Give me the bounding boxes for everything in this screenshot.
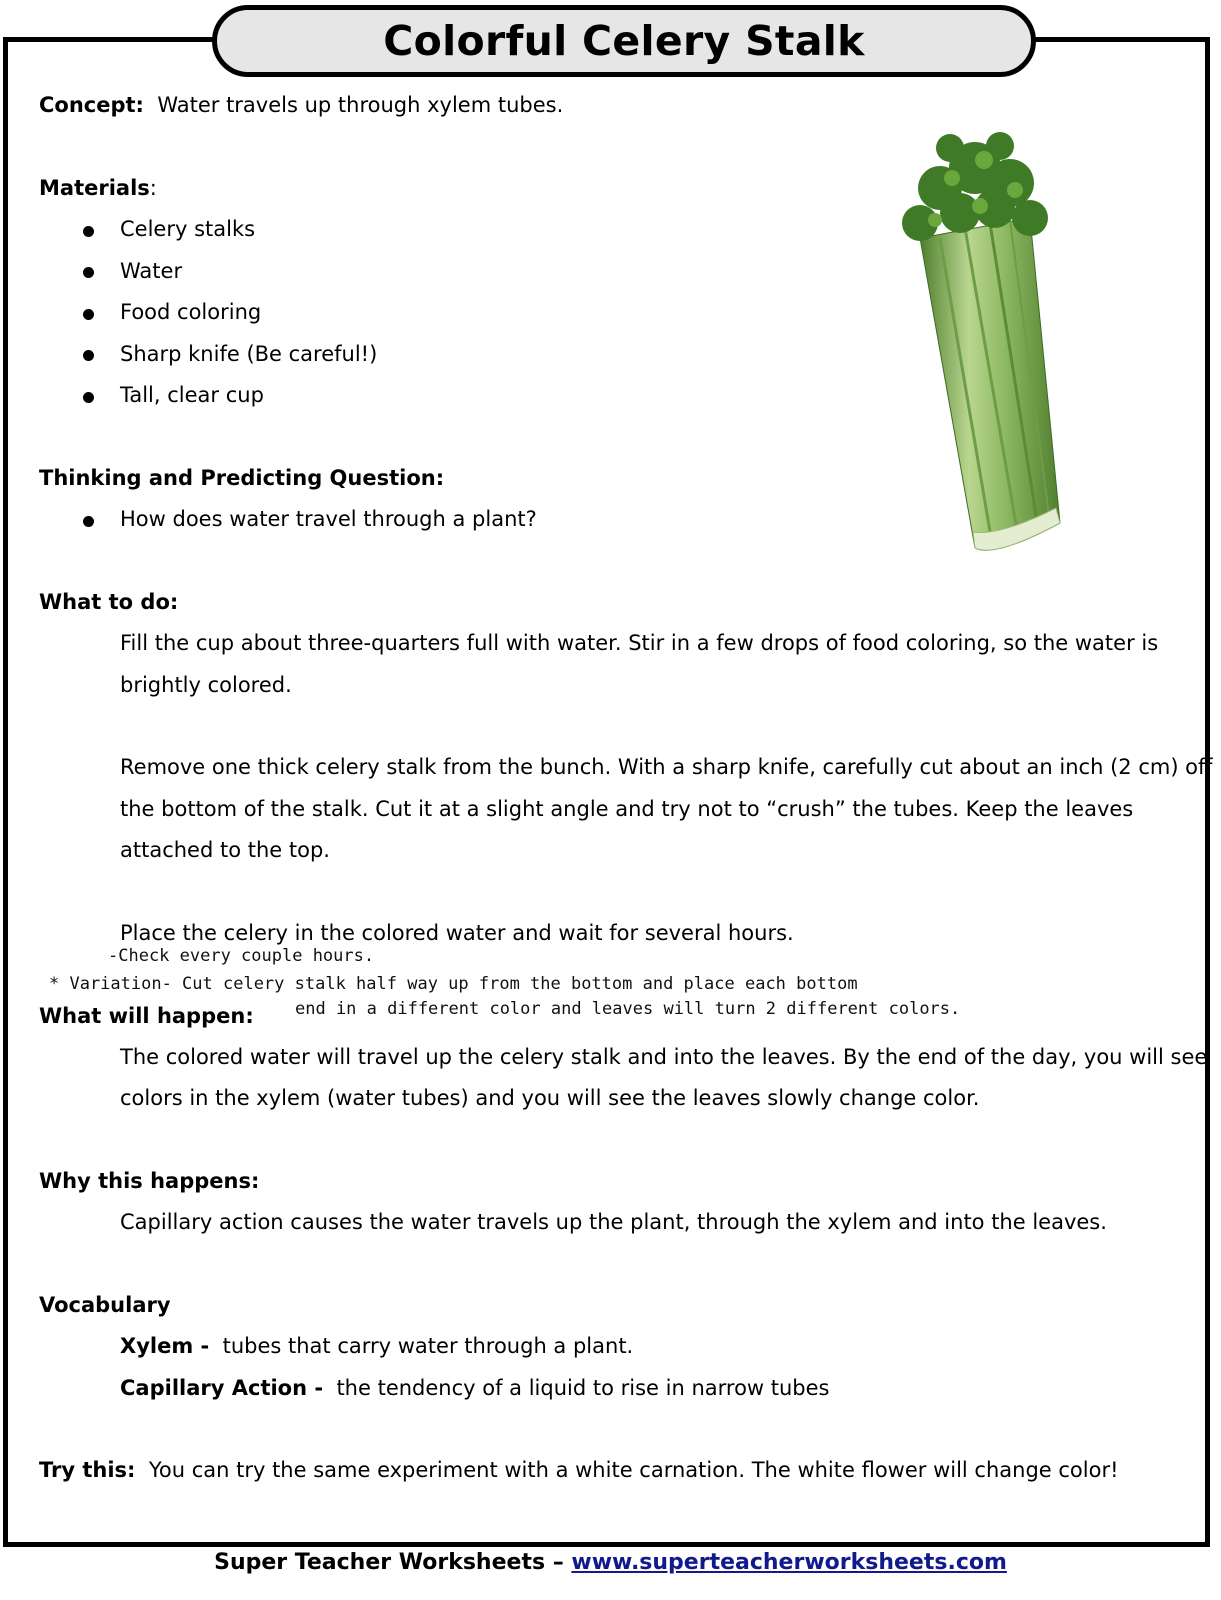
instruction-line: attached to the top. [120, 838, 330, 862]
instruction-line: Fill the cup about three-quarters full with water. Stir in a few drops of food coloring, so the water is [120, 631, 1159, 655]
try-this-label: Try this: [39, 1458, 136, 1482]
vocab-term: Xylem - [120, 1334, 210, 1358]
vocab-definition: the tendency of a liquid to rise in narrow tubes [336, 1376, 830, 1400]
footer-brand: Super Teacher Worksheets – [214, 1550, 572, 1575]
footer [0, 1550, 1221, 1575]
concept-label: Concept: [39, 93, 144, 117]
instruction-line: Remove one thick celery stalk from the bunch. With a sharp knife, carefully cut about an inch (2 cm) off [120, 755, 1213, 779]
bullet-icon [83, 516, 94, 527]
vocabulary-heading: Vocabulary [39, 1293, 171, 1317]
materials-label: Materials [39, 176, 150, 200]
vocab-definition: tubes that carry water through a plant. [222, 1334, 634, 1358]
what-to-do-heading: What to do: [39, 590, 179, 614]
concept-line [39, 91, 563, 119]
footer-link[interactable]: www.superteacherworksheets.com [571, 1550, 1007, 1575]
why-line: Capillary action causes the water travels up the plant, through the xylem and into the leaves. [120, 1210, 1107, 1234]
thinking-heading: Thinking and Predicting Question: [39, 466, 445, 490]
vocab-term: Capillary Action - [120, 1376, 324, 1400]
materials-colon: : [149, 176, 157, 200]
what-will-happen-heading: What will happen: [39, 1004, 254, 1028]
bullet-icon [83, 226, 94, 237]
title-banner [212, 5, 1036, 77]
instruction-line: brightly colored. [120, 673, 292, 697]
material-item: Water [120, 259, 183, 283]
vocab-item [120, 1332, 633, 1360]
material-item: Celery stalks [120, 217, 256, 241]
why-heading: Why this happens: [39, 1169, 260, 1193]
try-this-line [39, 1456, 1119, 1484]
materials-heading [39, 174, 157, 202]
concept-text: Water travels up through xylem tubes. [157, 93, 564, 117]
note-variation-cont: end in a different color and leaves will turn 2 different colors. [295, 999, 961, 1019]
result-line: colors in the xylem (water tubes) and you will see the leaves slowly change color. [120, 1086, 980, 1110]
bullet-icon [83, 309, 94, 320]
material-item: Food coloring [120, 300, 262, 324]
celery-stalk-image [880, 128, 1080, 558]
bullet-icon [83, 350, 94, 361]
page-title: Colorful Celery Stalk [383, 17, 865, 65]
note-variation: * Variation- Cut celery stalk half way up from the bottom and place each bottom [49, 974, 858, 994]
material-item: Tall, clear cup [120, 383, 264, 407]
try-this-text: You can try the same experiment with a white carnation. The white flower will change color! [148, 1458, 1119, 1482]
material-item: Sharp knife (Be careful!) [120, 342, 378, 366]
result-line: The colored water will travel up the celery stalk and into the leaves. By the end of the day, you will see [120, 1045, 1208, 1069]
instruction-line: the bottom of the stalk. Cut it at a slight angle and try not to “crush” the tubes. Keep the leaves [120, 797, 1134, 821]
vocab-item [120, 1374, 830, 1402]
bullet-icon [83, 267, 94, 278]
note-check: -Check every couple hours. [108, 946, 375, 966]
instruction-line: Place the celery in the colored water and wait for several hours. [120, 921, 794, 945]
bullet-icon [83, 392, 94, 403]
thinking-question: How does water travel through a plant? [120, 507, 537, 531]
